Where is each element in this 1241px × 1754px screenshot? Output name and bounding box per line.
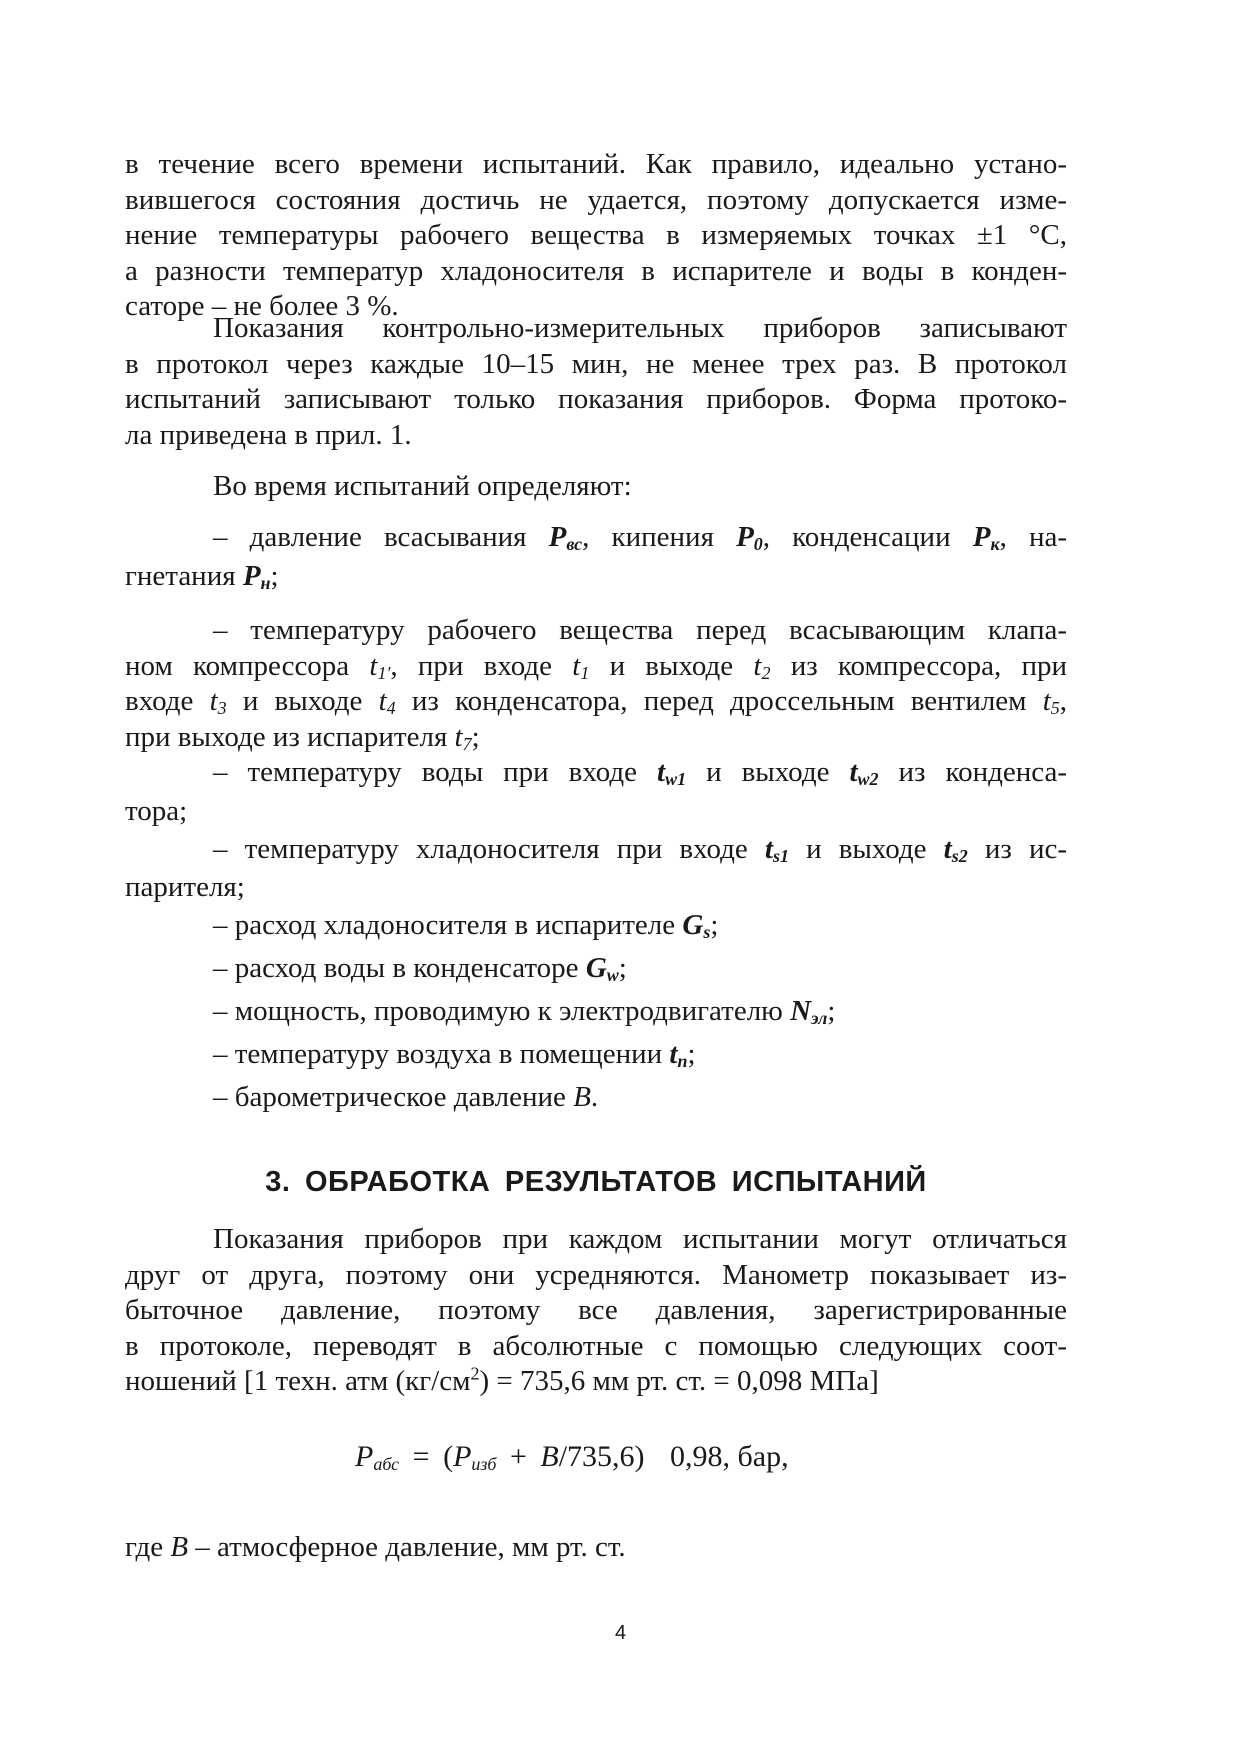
paragraph-line: быточное давление, поэтому все давления, зарегистрированные: [125, 1294, 1067, 1326]
list-item-air-temp: – температуру воздуха в помещении $t_п$;: [213, 1038, 696, 1071]
list-item-brine-temps: [125, 832, 1067, 868]
list-intro: [125, 469, 1067, 504]
text-run: , кипения: [582, 521, 714, 553]
text-run: гнетания: [125, 560, 236, 592]
list-item-pressures-cont: [125, 559, 1067, 594]
paragraph-line: испытаний записывают только показания приборов. Форма протоко-: [125, 383, 1067, 415]
list-intro-text: Во время испытаний определяют:: [213, 470, 632, 502]
paragraph-line: а разности температур хладоносителя в испарителе и воды в конден-: [125, 254, 1067, 287]
text-run: тора;: [125, 795, 188, 827]
symbol-tw1: $t_{w1}$: [657, 756, 687, 789]
paragraph-line: ношений [1 техн. атм $(кг/см^2) = 735,6$ мм рт. ст. = 0,098 МПа]: [125, 1363, 879, 1397]
page-number: 4: [614, 1622, 627, 1644]
list-item-barometric: – барометрическое давление B.: [213, 1081, 599, 1113]
symbol-t4: $t_4$: [378, 685, 396, 718]
paragraph-line: друг от друга, поэтому они усредняются. Манометр показывает из-: [125, 1258, 1067, 1291]
list-item-line: при выходе из испарителя $t_7$;: [125, 720, 480, 754]
paragraph-line: нение температуры рабочего вещества в измеряемых точках ±1 °С,: [125, 219, 1067, 251]
formula-explanation: где B – атмосферное давление, мм рт. ст.: [125, 1531, 626, 1563]
text-run: , конденсации: [762, 521, 951, 553]
symbol-ts2: $t_{s2}$: [943, 833, 968, 866]
symbol-t2: $t_2$: [753, 649, 771, 683]
list-item-brine-temps-cont: [125, 870, 1067, 905]
symbol-gw: $G_w$: [585, 952, 619, 985]
list-item-power: – мощность, проводимую к электродвигателю $N_{эл}$;: [213, 995, 836, 1028]
symbol-p-vs: $P_{вс}$: [548, 521, 583, 554]
list-item-line: ном компрессора $t_{1'}$, при входе $t_1$ и выходе $t_2$ из компрессора, при: [125, 649, 1068, 683]
text-run: – давление всасывания: [213, 521, 527, 553]
paragraph-line: в протокол через каждые 10–15 мин, не менее трех раз. В протокол: [125, 347, 1067, 380]
list-item-pressures: [125, 520, 1067, 556]
paragraph-line: саторе – не более 3 %.: [125, 290, 399, 322]
symbol-pk: $P_к$: [972, 521, 1000, 554]
list-item-line: – температуру воды при входе $t_{w1}$ и выходе $t_{w2}$ из конденса-: [213, 756, 1068, 789]
list-item-water-temps: [125, 755, 1067, 791]
list-item-line: входе $t_3$ и выходе $t_4$ из конденсатора, перед дроссельным вентилем $t_5$,: [125, 685, 1068, 718]
list-item-line: – температуру хладоносителя при входе $t_{s1}$ и выходе $t_{s2}$ из ис-: [213, 833, 1067, 866]
text-run: ;: [270, 560, 279, 592]
paragraph-line: ла приведена в прил. 1.: [125, 418, 412, 451]
text-run: , на-: [999, 521, 1068, 553]
list-item-water-flow: – расход воды в конденсаторе $G_w$;: [213, 952, 627, 985]
symbol-p0: $P_0$: [736, 521, 763, 554]
list-item-water-temps-cont: [125, 794, 1067, 829]
symbol-t1p: $t_{1'}$: [369, 649, 391, 683]
symbol-t3: $t_3$: [209, 685, 227, 718]
text-run: парителя;: [125, 871, 245, 903]
list-item-line: [125, 520, 1067, 556]
symbol-gs: $G_s$: [682, 909, 711, 942]
paragraph-line: в протоколе, переводят в абсолютные с помощью следующих соот-: [125, 1329, 1067, 1362]
absolute-pressure-formula: $P_{абс} = (P_{изб} + B/735,6)$ 0,98, бар,: [355, 1440, 789, 1474]
paragraph-line: Показания контрольно-измерительных приборов записывают: [213, 312, 1067, 344]
list-item-refrigerant-temps: [125, 613, 1067, 755]
paragraph-line: вившегося состояния достичь не удается, поэтому допускается изме-: [125, 183, 1067, 216]
paragraph-3: [125, 1222, 1067, 1400]
paragraph-line: Показания приборов при каждом испытании могут отличаться: [213, 1223, 1067, 1255]
symbol-b: B: [573, 1081, 591, 1113]
symbol-nel: $N_{эл}$: [790, 995, 828, 1028]
formula-p-izb: $P_{изб}$: [453, 1440, 497, 1474]
symbol-t7: $t_7$: [454, 720, 472, 754]
symbol-tw2: $t_{w2}$: [849, 756, 879, 789]
symbol-ts1: $t_{s1}$: [764, 833, 789, 866]
list-item-line: – температуру рабочего вещества перед всасывающим клапа-: [213, 614, 1067, 646]
paragraph-line: в течение всего времени испытаний. Как правило, идеально устано-: [125, 148, 1067, 180]
symbol-t5: $t_5$: [1042, 685, 1060, 718]
paragraph-1: [125, 147, 1067, 325]
symbol-tp: $t_п$: [669, 1038, 688, 1071]
symbol-pn: $P_н$: [242, 560, 271, 593]
paragraph-2: [125, 311, 1067, 453]
formula-lhs: $P_{абс}$: [355, 1440, 400, 1474]
list-item-brine-flow: – расход хладоносителя в испарителе $G_s$;: [213, 909, 719, 942]
symbol-t1: $t_1$: [572, 649, 590, 683]
section-heading: 3. ОБРАБОТКА РЕЗУЛЬТАТОВ ИСПЫТАНИЙ: [265, 1166, 927, 1198]
